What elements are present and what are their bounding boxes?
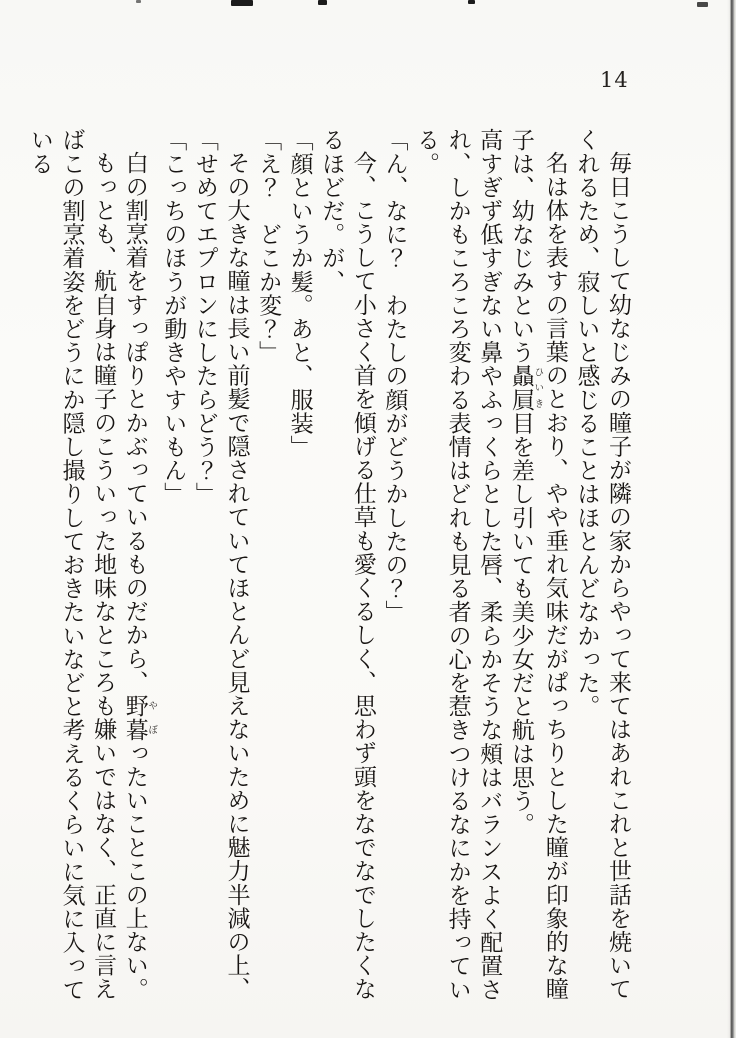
dialogue-paragraph: 「え？ どこか変？」 xyxy=(255,128,282,364)
scan-artifact xyxy=(231,0,253,6)
page-edge-shadow xyxy=(727,0,736,1038)
narration-paragraph: 毎日こうして幼なじみの瞳子が隣の家からやって来てはあれこれと世話を焼いてくれるため、寂しいと感じることはほとんどなかった。 xyxy=(573,128,631,1001)
dialogue-paragraph: 「ん、なに？ わたしの顔がどうかしたの？」 xyxy=(381,128,408,624)
dialogue-paragraph: 「せめてエプロンにしたらどう？」 xyxy=(191,128,218,506)
scan-artifact xyxy=(697,2,708,7)
dialogue-paragraph: 「顔というか髪。あと、服装」 xyxy=(286,128,313,459)
narration-paragraph: 白の割烹着をすっぽりとかぶっているものだから、野暮やぼったいことこの上ない。 xyxy=(121,151,158,1001)
narration-paragraph: 今、こうして小さく首を傾げる仕草も愛くるしく、思わず頭をなでなでしたくなるほどだ。が、 xyxy=(318,128,376,1001)
narration-paragraph: もっとも、航自身は瞳子のこういった地味なところも嫌いではなく、正直に言えばこの割烹着姿をどうにか隠し撮りしておきたいなどと考えるくらいに気に入っている xyxy=(26,128,117,1002)
scan-artifact xyxy=(136,0,141,3)
ruby-annotated-word: 贔屓ひいき xyxy=(507,364,544,412)
scan-artifact xyxy=(468,0,475,4)
page-number: 14 xyxy=(600,68,629,92)
text-block xyxy=(26,128,633,1020)
ruby-annotated-word: 野暮やぼ xyxy=(121,693,158,742)
scan-artifact xyxy=(318,0,327,5)
dialogue-paragraph: 「こっちのほうが動きやすいもん」 xyxy=(160,128,187,506)
narration-paragraph: 名は体を表すの言葉のとおり、やや垂れ気味だがぱっちりとした瞳が印象的な瞳子は、幼なじみという贔屓ひいき目を差し引いても美少女だと航は思う。 xyxy=(507,128,568,1001)
narration-paragraph: 高すぎず低すぎない鼻やふっくらとした唇、柔らかそうな頰はバランスよく配置され、しかもころころ変わる表情はどれも見る者の心を惹きつけるなにかを持っている。 xyxy=(413,128,503,1002)
narration-paragraph: その大きな瞳は長い前髪で隠されていてほとんど見えないために魅力半減の上、 xyxy=(223,151,250,1001)
